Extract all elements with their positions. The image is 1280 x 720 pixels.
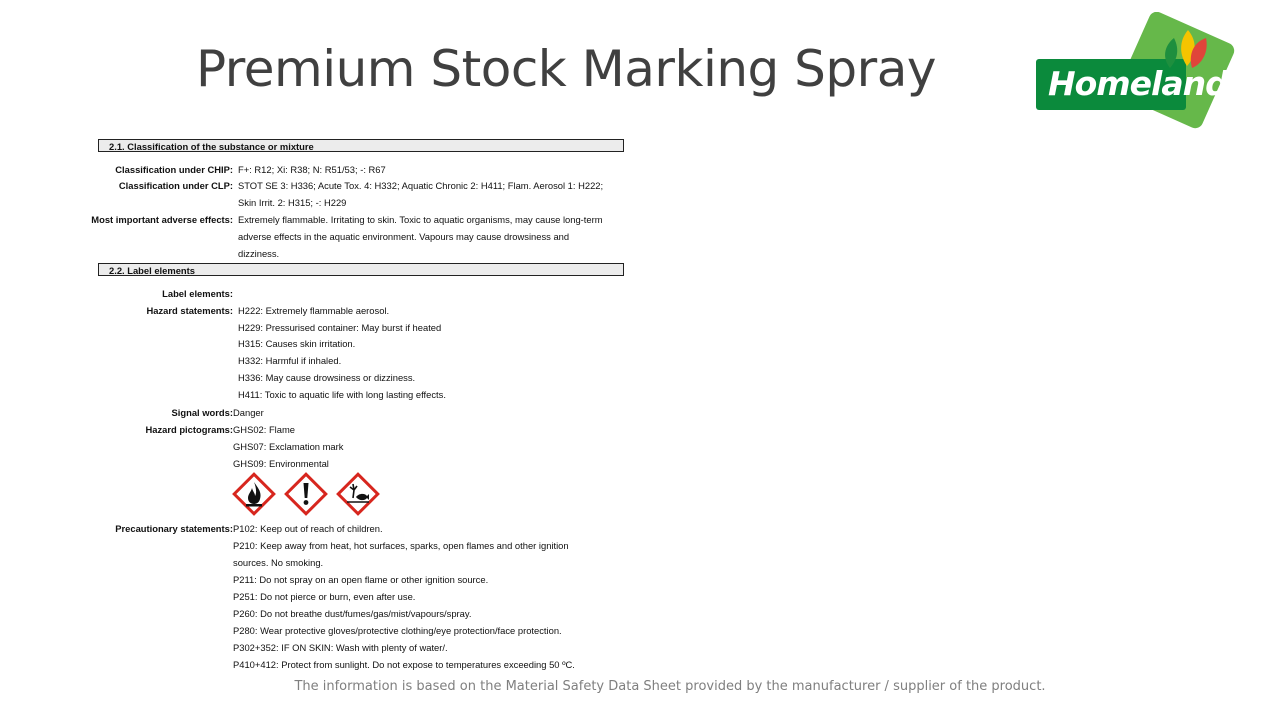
hazard-statement: H411: Toxic to aquatic life with long lasting effects. — [238, 389, 446, 400]
hazard-statement: H222: Extremely flammable aerosol. — [238, 305, 390, 316]
exclamation-icon — [284, 472, 328, 516]
hazard-statement: H336: May cause drowsiness or dizziness. — [238, 372, 416, 383]
clp-value-line-2: Skin Irrit. 2: H315; -: H229 — [238, 197, 347, 208]
hazard-statement: H315: Causes skin irritation. — [238, 338, 356, 349]
chip-label: Classification under CHIP: — [115, 164, 233, 175]
adverse-effects-line-3: dizziness. — [238, 248, 280, 259]
environment-icon — [336, 472, 380, 516]
precautionary-statement: P302+352: IF ON SKIN: Wash with plenty of water/. — [233, 642, 448, 653]
slide-title: Premium Stock Marking Spray — [196, 40, 936, 98]
adverse-effects-line-2: adverse effects in the aquatic environment. Vapours may cause drowsiness and — [238, 231, 570, 242]
hazard-statement: H229: Pressurised container: May burst if heated — [238, 322, 442, 333]
precautionary-statement: P251: Do not pierce or burn, even after use. — [233, 591, 416, 602]
adverse-effects-line-1: Extremely flammable. Irritating to skin. Toxic to aquatic organisms, may cause long-term — [238, 214, 603, 225]
precautionary-statement: P410+412: Protect from sunlight. Do not expose to temperatures exceeding 50 ºC. — [233, 659, 575, 670]
signal-words-value: Danger — [233, 407, 264, 418]
clp-label: Classification under CLP: — [118, 180, 233, 191]
signal-words-label: Signal words: — [171, 407, 233, 418]
chip-value: F+: R12; Xi: R38; N: R51/53; -: R67 — [238, 164, 386, 175]
section-2-2-heading: 2.2. Label elements — [98, 263, 624, 276]
hazard-statement: H332: Harmful if inhaled. — [238, 355, 342, 366]
adverse-effects-label: Most important adverse effects: — [91, 214, 233, 225]
precautionary-statement: P210: Keep away from heat, hot surfaces, sparks, open flames and other ignition — [233, 540, 569, 551]
footer-disclaimer: The information is based on the Material Safety Data Sheet provided by the manufacturer / supplier of the product. — [294, 679, 1046, 694]
label-elements-label: Label elements: — [162, 288, 233, 299]
pictogram-name: GHS02: Flame — [233, 424, 295, 435]
flame-icon — [232, 472, 276, 516]
hazard-statements-label: Hazard statements: — [146, 305, 233, 316]
pictogram-name: GHS09: Environmental — [233, 458, 329, 469]
section-2-1-heading: 2.1. Classification of the substance or mixture — [98, 139, 624, 152]
precautionary-statement: P211: Do not spray on an open flame or other ignition source. — [233, 574, 489, 585]
precautionary-statements-label: Precautionary statements: — [115, 523, 233, 534]
precautionary-statement: P260: Do not breathe dust/fumes/gas/mist/vapours/spray. — [233, 608, 472, 619]
precautionary-statement: sources. No smoking. — [233, 557, 324, 568]
logo-wordmark: Homeland — [1048, 64, 1228, 103]
homeland-logo — [1034, 12, 1244, 138]
pictogram-name: GHS07: Exclamation mark — [233, 441, 344, 452]
precautionary-statement: P102: Keep out of reach of children. — [233, 523, 383, 534]
hazard-pictograms-label: Hazard pictograms: — [145, 424, 233, 435]
hazard-pictograms — [232, 472, 380, 516]
precautionary-statement: P280: Wear protective gloves/protective clothing/eye protection/face protection. — [233, 625, 562, 636]
clp-value-line-1: STOT SE 3: H336; Acute Tox. 4: H332; Aquatic Chronic 2: H411; Flam. Aerosol 1: H222; — [238, 180, 604, 191]
